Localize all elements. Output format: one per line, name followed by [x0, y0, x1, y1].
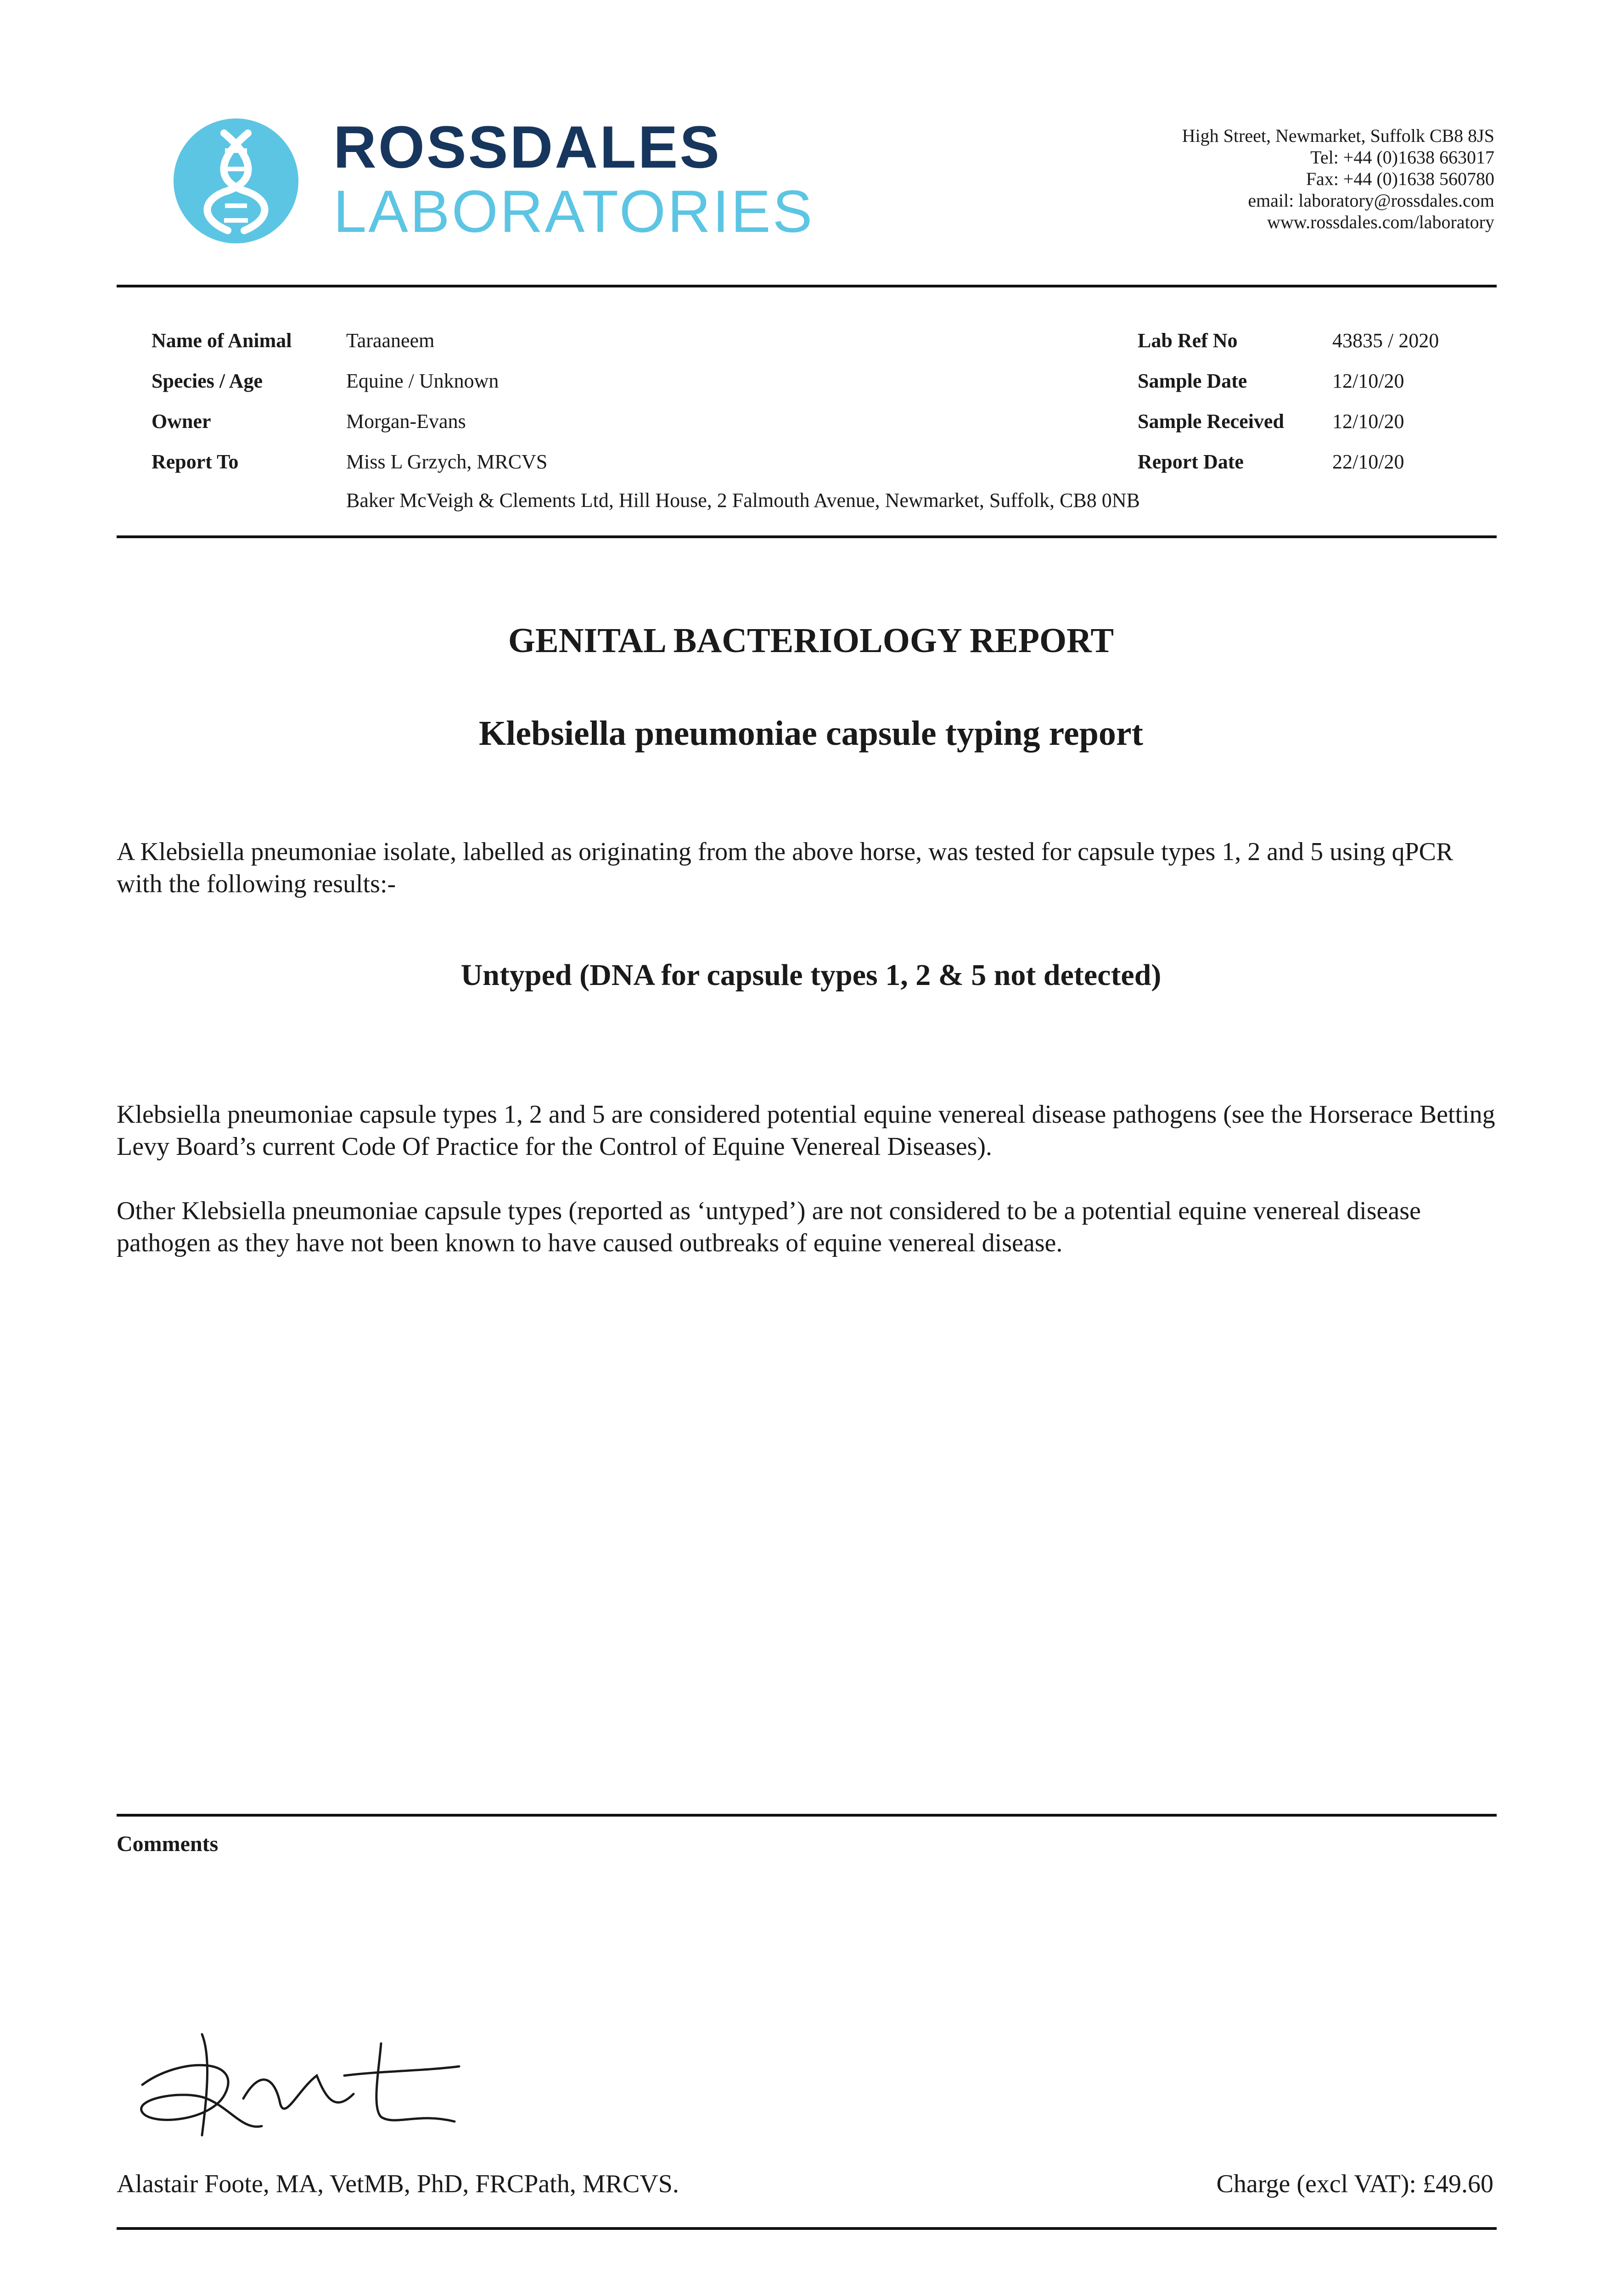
lab-ref-value: 43835 / 2020	[1332, 329, 1439, 352]
brand-name-line1: ROSSDALES	[333, 113, 722, 180]
owner-value: Morgan-Evans	[346, 410, 466, 433]
untyped-paragraph: Other Klebsiella pneumoniae capsule types (reported as ‘untyped’) are not considered to be a potential equine venereal disease pathogen as they have not been known to have caused outbreaks of equine venereal disease.	[117, 1197, 1421, 1257]
contact-tel: Tel: +44 (0)1638 663017	[1310, 147, 1494, 168]
dna-helix-icon	[174, 118, 298, 243]
sample-received-label: Sample Received	[1138, 410, 1284, 433]
signature-image	[124, 2030, 473, 2140]
footer-divider	[117, 2227, 1497, 2230]
signatory-name: Alastair Foote, MA, VetMB, PhD, FRCPath, MRCVS.	[117, 2170, 679, 2198]
comments-divider	[117, 1814, 1497, 1817]
sample-received-value: 12/10/20	[1332, 410, 1404, 433]
report-to-label: Report To	[152, 450, 239, 473]
species-age-value: Equine / Unknown	[346, 370, 499, 392]
contact-block	[1182, 125, 1494, 233]
sample-date-value: 12/10/20	[1332, 370, 1404, 392]
logo-circle	[174, 118, 298, 243]
pathogen-paragraph: Klebsiella pneumoniae capsule types 1, 2 and 5 are considered potential equine venereal disease pathogens (see the Horserace Betting Levy Board’s current Code Of Practice for the Control of Equine Venereal Diseases).	[117, 1100, 1495, 1161]
owner-label: Owner	[152, 410, 211, 433]
name-of-animal-label: Name of Animal	[152, 329, 292, 352]
sample-date-label: Sample Date	[1138, 370, 1247, 392]
report-subtitle: Klebsiella pneumoniae capsule typing report	[479, 714, 1143, 753]
report-title: GENITAL BACTERIOLOGY REPORT	[508, 621, 1114, 660]
contact-email: email: laboratory@rossdales.com	[1248, 190, 1494, 211]
contact-web: www.rossdales.com/laboratory	[1267, 212, 1494, 232]
details-divider	[117, 535, 1497, 538]
comments-label: Comments	[117, 1832, 219, 1856]
report-date-value: 22/10/20	[1332, 450, 1404, 473]
report-date-label: Report Date	[1138, 450, 1244, 473]
lab-ref-label: Lab Ref No	[1138, 329, 1238, 352]
intro-paragraph: A Klebsiella pneumoniae isolate, labelled as originating from the above horse, was tested for capsule types 1, 2 and 5 using qPCR with the following results:-	[117, 838, 1454, 898]
contact-address: High Street, Newmarket, Suffolk CB8 8JS	[1182, 125, 1494, 146]
charge-text: Charge (excl VAT): £49.60	[1216, 2170, 1493, 2198]
name-of-animal-value: Taraaneem	[346, 329, 435, 352]
report-to-address: Baker McVeigh & Clements Ltd, Hill House, 2 Falmouth Avenue, Newmarket, Suffolk, CB8 0NB	[346, 489, 1140, 512]
report-to-value: Miss L Grzych, MRCVS	[346, 450, 548, 473]
contact-fax: Fax: +44 (0)1638 560780	[1306, 169, 1494, 189]
brand-name-line2: LABORATORIES	[333, 178, 814, 245]
header-divider	[117, 285, 1497, 287]
species-age-label: Species / Age	[152, 370, 263, 392]
result-text: Untyped (DNA for capsule types 1, 2 & 5 not detected)	[460, 958, 1162, 992]
